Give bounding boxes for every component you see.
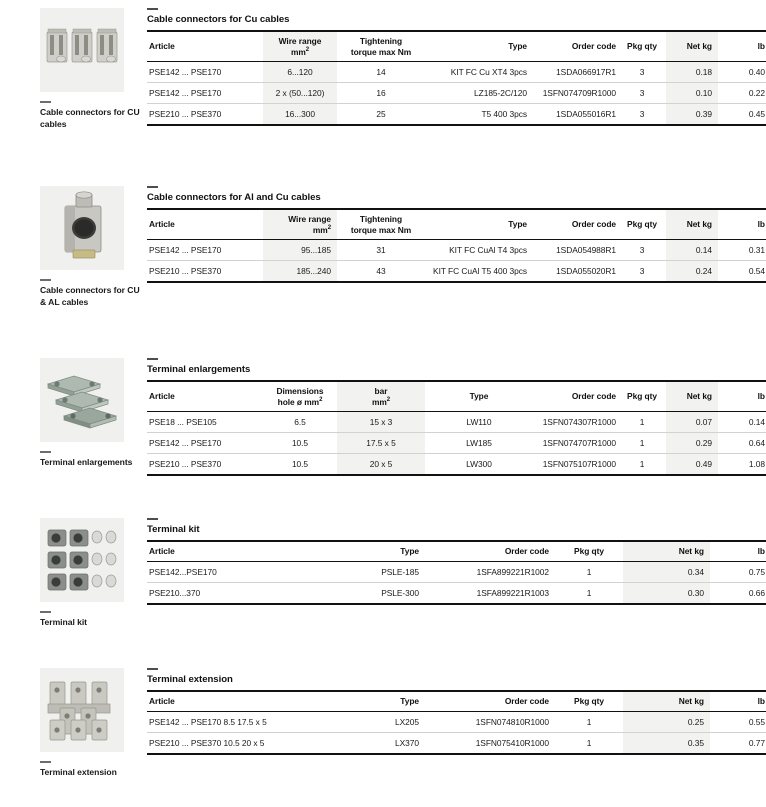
col-header-net-kg: Net kg <box>623 691 710 711</box>
cell-pkg-qty: 1 <box>555 582 623 604</box>
table-column <box>147 668 766 755</box>
product-media-column <box>40 358 145 469</box>
col-header-pkg-qty: Pkg qty <box>555 541 623 561</box>
caption-dash <box>40 101 51 103</box>
section-cable-connectors-cu <box>0 8 766 130</box>
cell-net-kg: 0.30 <box>623 582 710 604</box>
col-header-pkg-qty: Pkg qty <box>618 381 666 412</box>
cell-article: PSE142 ... PSE170 8.5 17.5 x 5 <box>147 711 302 732</box>
caption-dash <box>40 279 51 281</box>
cell-order-code: 1SFN075410R1000 <box>425 732 555 754</box>
table-row <box>147 711 766 732</box>
col-header-lb: lb <box>718 209 766 240</box>
cell-order-code: 1SDA066917R1 <box>533 62 618 83</box>
cell-pkg-qty: 1 <box>618 412 666 433</box>
cable-connector-alcu-photo <box>40 186 124 270</box>
cell-wire-range: 16...300 <box>263 104 337 126</box>
spec-table-terminal-enlargements <box>147 380 766 476</box>
table-header-row <box>147 691 766 711</box>
cell-bar: 15 x 3 <box>337 412 425 433</box>
cell-article: PSE210 ... PSE370 10.5 20 x 5 <box>147 732 302 754</box>
cell-lb: 0.14 <box>718 412 766 433</box>
cell-type: LW110 <box>425 412 533 433</box>
cell-article: PSE210 ... PSE370 <box>147 104 263 126</box>
cell-type: PSLE-300 <box>302 582 425 604</box>
spec-table-terminal-kit <box>147 540 766 605</box>
terminal-extension-photo <box>40 668 124 752</box>
cell-type: T5 400 3pcs <box>425 104 533 126</box>
cell-type: LX205 <box>302 711 425 732</box>
cell-pkg-qty: 1 <box>618 433 666 454</box>
col-header-bar: bar $mm^2$ <box>337 381 425 412</box>
section-cable-connectors-al-cu <box>0 186 766 308</box>
col-header-tightening-torque: Tightening torque max Nm <box>337 31 425 62</box>
col-header-lb: lb <box>710 541 766 561</box>
cell-lb: 1.08 <box>718 454 766 476</box>
cell-net-kg: 0.07 <box>666 412 718 433</box>
cell-net-kg: 0.49 <box>666 454 718 476</box>
cell-net-kg: 0.34 <box>623 561 710 582</box>
spec-table-cable-connectors-cu <box>147 30 766 126</box>
cell-net-kg: 0.10 <box>666 83 718 104</box>
spec-table-terminal-extension <box>147 690 766 755</box>
product-caption: Terminal extension <box>40 767 117 777</box>
cable-connectors-cu-photo <box>40 8 124 92</box>
cell-article: PSE18 ... PSE105 <box>147 412 263 433</box>
table-row <box>147 732 766 754</box>
cell-dimensions: 6.5 <box>263 412 337 433</box>
cell-order-code: 1SFN074307R1000 <box>533 412 618 433</box>
table-row <box>147 83 766 104</box>
table-title: Terminal enlargements <box>147 364 251 375</box>
product-caption: Cable connectors for CU cables <box>40 107 140 129</box>
cell-net-kg: 0.18 <box>666 62 718 83</box>
cell-type: LX370 <box>302 732 425 754</box>
cell-lb: 0.75 <box>710 561 766 582</box>
cell-pkg-qty: 3 <box>618 261 666 283</box>
table-row <box>147 62 766 83</box>
cell-order-code: 1SFA899221R1002 <box>425 561 555 582</box>
cell-pkg-qty: 3 <box>618 104 666 126</box>
cell-lb: 0.54 <box>718 261 766 283</box>
col-header-order-code: Order code <box>425 691 555 711</box>
cell-article: PSE142 ... PSE170 <box>147 62 263 83</box>
cell-bar: 20 x 5 <box>337 454 425 476</box>
table-title-dash <box>147 518 158 520</box>
col-header-order-code: Order code <box>425 541 555 561</box>
cell-order-code: 1SDA055016R1 <box>533 104 618 126</box>
cell-pkg-qty: 3 <box>618 62 666 83</box>
cell-net-kg: 0.29 <box>666 433 718 454</box>
table-header-row <box>147 381 766 412</box>
cell-pkg-qty: 3 <box>618 83 666 104</box>
col-header-order-code: Order code <box>533 209 618 240</box>
col-header-type: Type <box>425 31 533 62</box>
cell-dimensions: 10.5 <box>263 433 337 454</box>
cell-type: PSLE-185 <box>302 561 425 582</box>
col-header-net-kg: Net kg <box>666 209 718 240</box>
table-row <box>147 561 766 582</box>
table-title-dash <box>147 186 158 188</box>
col-header-wire-range: Wire range $mm^2$ <box>263 31 337 62</box>
table-title-dash <box>147 358 158 360</box>
col-header-type: Type <box>425 381 533 412</box>
table-column <box>147 186 766 283</box>
col-header-net-kg: Net kg <box>666 381 718 412</box>
table-row <box>147 454 766 476</box>
caption-dash <box>40 761 51 763</box>
col-header-article: Article <box>147 381 263 412</box>
cell-lb: 0.31 <box>718 240 766 261</box>
cell-wire-range: 95...185 <box>263 240 337 261</box>
terminal-kit-photo <box>40 518 124 602</box>
product-media-column <box>40 186 145 308</box>
cell-torque: 25 <box>337 104 425 126</box>
cell-torque: 31 <box>337 240 425 261</box>
cell-article: PSE210 ... PSE370 <box>147 261 263 283</box>
terminal-enlargements-photo <box>40 358 124 442</box>
cell-article: PSE142 ... PSE170 <box>147 433 263 454</box>
cell-lb: 0.22 <box>718 83 766 104</box>
caption-dash <box>40 451 51 453</box>
product-media-column <box>40 518 145 629</box>
cell-net-kg: 0.35 <box>623 732 710 754</box>
cell-type: LW185 <box>425 433 533 454</box>
table-title: Terminal kit <box>147 524 200 535</box>
cell-article: PSE142...PSE170 <box>147 561 302 582</box>
cell-order-code: 1SFN074810R1000 <box>425 711 555 732</box>
table-title-dash <box>147 8 158 10</box>
table-row <box>147 433 766 454</box>
table-row <box>147 104 766 126</box>
product-media-column <box>40 8 145 130</box>
col-header-type: Type <box>302 541 425 561</box>
table-title: Cable connectors for Al and Cu cables <box>147 192 321 203</box>
col-header-type: Type <box>425 209 533 240</box>
section-terminal-extension <box>0 668 766 779</box>
cell-article: PSE142 ... PSE170 <box>147 240 263 261</box>
cell-net-kg: 0.14 <box>666 240 718 261</box>
cell-lb: 0.66 <box>710 582 766 604</box>
cell-wire-range: 185...240 <box>263 261 337 283</box>
cell-article: PSE210 ... PSE370 <box>147 454 263 476</box>
table-title: Cable connectors for Cu cables <box>147 14 290 25</box>
cell-wire-range: 2 x (50...120) <box>263 83 337 104</box>
cell-dimensions: 10.5 <box>263 454 337 476</box>
product-media-column <box>40 668 145 779</box>
col-header-pkg-qty: Pkg qty <box>555 691 623 711</box>
cell-order-code: 1SFN075107R1000 <box>533 454 618 476</box>
cell-article: PSE210...370 <box>147 582 302 604</box>
cell-lb: 0.64 <box>718 433 766 454</box>
table-title: Terminal extension <box>147 674 233 685</box>
cell-type: LZ185-2C/120 <box>425 83 533 104</box>
table-title-dash <box>147 668 158 670</box>
col-header-pkg-qty: Pkg qty <box>618 31 666 62</box>
col-header-article: Article <box>147 31 263 62</box>
cell-type: KIT FC CuAl T4 3pcs <box>425 240 533 261</box>
cell-order-code: 1SDA055020R1 <box>533 261 618 283</box>
product-caption: Terminal kit <box>40 617 87 627</box>
table-column <box>147 358 766 476</box>
cell-pkg-qty: 1 <box>555 711 623 732</box>
section-terminal-enlargements <box>0 358 766 476</box>
col-header-tightening-torque: Tightening torque max Nm <box>337 209 425 240</box>
cell-torque: 14 <box>337 62 425 83</box>
section-terminal-kit <box>0 518 766 629</box>
table-row <box>147 240 766 261</box>
cell-pkg-qty: 1 <box>618 454 666 476</box>
col-header-wire-range: Wire range $mm^2$ <box>263 209 337 240</box>
cell-order-code: 1SFN074707R1000 <box>533 433 618 454</box>
table-header-row <box>147 541 766 561</box>
col-header-net-kg: Net kg <box>623 541 710 561</box>
table-header-row <box>147 31 766 62</box>
product-caption: Terminal enlargements <box>40 457 133 467</box>
cell-net-kg: 0.25 <box>623 711 710 732</box>
col-header-article: Article <box>147 541 302 561</box>
col-header-lb: lb <box>718 31 766 62</box>
col-header-article: Article <box>147 209 263 240</box>
caption-dash <box>40 611 51 613</box>
cell-order-code: 1SFN074709R1000 <box>533 83 618 104</box>
col-header-net-kg: Net kg <box>666 31 718 62</box>
cell-torque: 16 <box>337 83 425 104</box>
cell-order-code: 1SDA054988R1 <box>533 240 618 261</box>
table-row <box>147 261 766 283</box>
cell-lb: 0.40 <box>718 62 766 83</box>
cell-bar: 17.5 x 5 <box>337 433 425 454</box>
cell-lb: 0.77 <box>710 732 766 754</box>
col-header-order-code: Order code <box>533 381 618 412</box>
cell-lb: 0.55 <box>710 711 766 732</box>
col-header-article: Article <box>147 691 302 711</box>
col-header-dimensions: Dimensions hole ø $mm^2$ <box>263 381 337 412</box>
col-header-lb: lb <box>718 381 766 412</box>
table-row <box>147 412 766 433</box>
table-row <box>147 582 766 604</box>
cell-pkg-qty: 1 <box>555 561 623 582</box>
col-header-order-code: Order code <box>533 31 618 62</box>
cell-pkg-qty: 3 <box>618 240 666 261</box>
cell-net-kg: 0.39 <box>666 104 718 126</box>
cell-pkg-qty: 1 <box>555 732 623 754</box>
cell-lb: 0.45 <box>718 104 766 126</box>
cell-torque: 43 <box>337 261 425 283</box>
cell-article: PSE142 ... PSE170 <box>147 83 263 104</box>
table-header-row <box>147 209 766 240</box>
table-column <box>147 518 766 605</box>
cell-type: KIT FC Cu XT4 3pcs <box>425 62 533 83</box>
cell-order-code: 1SFA899221R1003 <box>425 582 555 604</box>
cell-net-kg: 0.24 <box>666 261 718 283</box>
cell-type: LW300 <box>425 454 533 476</box>
col-header-pkg-qty: Pkg qty <box>618 209 666 240</box>
col-header-lb: lb <box>710 691 766 711</box>
table-column <box>147 8 766 126</box>
product-caption: Cable connectors for CU & AL cables <box>40 285 140 307</box>
cell-type: KIT FC CuAl T5 400 3pcs <box>425 261 533 283</box>
spec-table-cable-connectors-al-cu <box>147 208 766 283</box>
cell-wire-range: 6...120 <box>263 62 337 83</box>
col-header-type: Type <box>302 691 425 711</box>
